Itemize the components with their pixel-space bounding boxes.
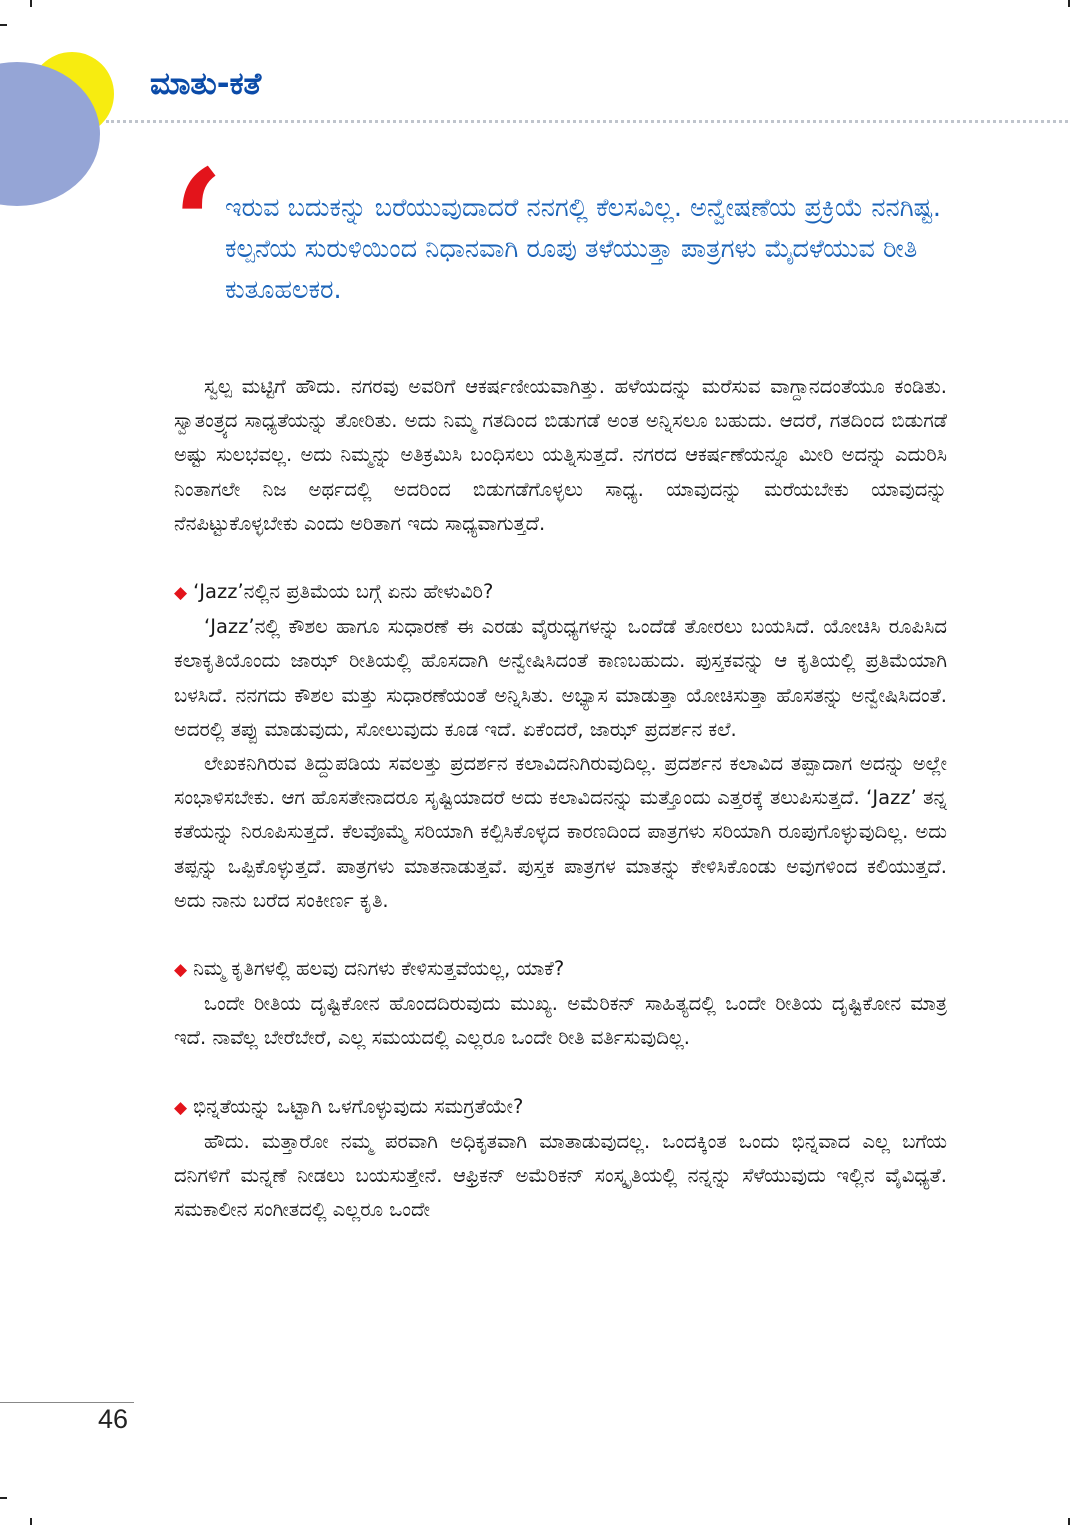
article-body (174, 370, 947, 1227)
page-number: 46 (98, 1404, 129, 1434)
crop-mark-bottom-left (30, 1518, 32, 1525)
crop-mark-top-left (30, 0, 32, 7)
answer-3-paragraph-1: ಹೌದು. ಮತ್ತಾರೋ ನಮ್ಮ ಪರವಾಗಿ ಅಧಿಕೃತವಾಗಿ ಮಾತಾಡುವುದಲ್ಲ. ಒಂದಕ್ಕಿಂತ ಒಂದು ಭಿನ್ನವಾದ ಎಲ್ಲ ಬಗೆಯ ದನಿಗಳಿಗೆ ಮನ್ನಣೆ ನೀಡಲು ಬಯಸುತ್ತೇನೆ. ಆಫ್ರಿಕನ್ ಅಮೆರಿಕನ್ ಸಂಸ್ಕೃತಿಯಲ್ಲಿ ನನ್ನನ್ನು ಸೆಳೆಯುವುದು ಇಲ್ಲಿನ ವೈವಿಧ್ಯತೆ. ಸಮಕಾಲೀನ ಸಂಗೀತದಲ್ಲಿ ಎಲ್ಲರೂ ಒಂದೇ (174, 1129, 947, 1222)
answer-1-paragraph-1: ‘Jazz’ನಲ್ಲಿ ಕೌಶಲ ಹಾಗೂ ಸುಧಾರಣೆ ಈ ಎರಡು ವೈರುಧ್ಯಗಳನ್ನು ಒಂದೆಡೆ ತೋರಲು ಬಯಸಿದೆ. ಯೋಚಿಸಿ ರೂಪಿಸಿದ ಕಲಾಕೃತಿಯೊಂದು ಜಾಝ್ ರೀತಿಯಲ್ಲಿ ಹೊಸದಾಗಿ ಅನ್ವೇಷಿಸಿದಂತೆ ಕಾಣಬಹುದು. ಪುಸ್ತಕವನ್ನು ಆ ಕೃತಿಯಲ್ಲಿ ಪ್ರತಿಮೆಯಾಗಿ ಬಳಸಿದೆ. ನನಗದು ಕೌಶಲ ಮತ್ತು ಸುಧಾರಣೆಯಂತೆ ಅನ್ನಿಸಿತು. ಅಭ್ಯಾಸ ಮಾಡುತ್ತಾ ಯೋಚಿಸುತ್ತಾ ಹೊಸತನ್ನು ಅನ್ವೇಷಿಸಿದಂತೆ. ಅದರಲ್ಲಿ ತಪ್ಪು ಮಾಡುವುದು, ಸೋಲುವುದು ಕೂಡ ಇದೆ. ಏಕೆಂದರೆ, ಜಾಝ್ ಪ್ರದರ್ಶನ ಕಲೆ. (174, 615, 947, 741)
dotted-divider (106, 120, 1068, 123)
diamond-bullet-icon: ◆ (174, 1097, 188, 1118)
section-title: ಮಾತು-ಕತೆ (150, 66, 262, 102)
crop-mark-bottom-right (1068, 1518, 1070, 1525)
pull-quote: ಇರುವ ಬದುಕನ್ನು ಬರೆಯುವುದಾದರೆ ನನಗಲ್ಲಿ ಕೆಲಸವಿಲ್ಲ. ಅನ್ವೇಷಣೆಯ ಪ್ರಕ್ರಿಯೆ ನನಗಿಷ್ಟ. ಕಲ್ಪನೆಯ ಸುರುಳಿಯಿಂದ ನಿಧಾನವಾಗಿ ರೂಪು ತಳೆಯುತ್ತಾ ಪಾತ್ರಗಳು ಮೈದಳೆಯುವ ರೀತಿ ಕುತೂಹಲಕರ. (225, 193, 941, 305)
crop-mark-left-lower (0, 1497, 7, 1499)
crop-mark-left-upper (0, 24, 7, 26)
answer-2-paragraph-1: ಒಂದೇ ರೀತಿಯ ದೃಷ್ಟಿಕೋನ ಹೊಂದದಿರುವುದು ಮುಖ್ಯ. ಅಮೆರಿಕನ್ ಸಾಹಿತ್ಯದಲ್ಲಿ ಒಂದೇ ರೀತಿಯ ದೃಷ್ಟಿಕೋನ ಮಾತ್ರ ಇದೆ. ನಾವೆಲ್ಲ ಬೇರೆಬೇರೆ, ಎಲ್ಲ ಸಮಯದಲ್ಲಿ ಎಲ್ಲರೂ ಒಂದೇ ರೀತಿ ವರ್ತಿಸುವುದಿಲ್ಲ. (174, 992, 947, 1050)
question-text: ಭಿನ್ನತೆಯನ್ನು ಒಟ್ಟಾಗಿ ಒಳಗೊಳ್ಳುವುದು ಸಮಗ್ರತೆಯೇ? (193, 1094, 524, 1118)
question-2 (174, 952, 947, 987)
diamond-bullet-icon: ◆ (174, 583, 188, 604)
quote-mark-icon: ‘ (172, 137, 225, 313)
intro-paragraph: ಸ್ವಲ್ಪ ಮಟ್ಟಿಗೆ ಹೌದು. ನಗರವು ಅವರಿಗೆ ಆಕರ್ಷಣೀಯವಾಗಿತ್ತು. ಹಳೆಯದನ್ನು ಮರೆಸುವ ವಾಗ್ದಾನದಂತೆಯೂ ಕಂಡಿತು. ಸ್ವಾತಂತ್ರ್ಯದ ಸಾಧ್ಯತೆಯನ್ನು ತೋರಿತು. ಅದು ನಿಮ್ಮ ಗತದಿಂದ ಬಿಡುಗಡೆ ಅಂತ ಅನ್ನಿಸಲೂ ಬಹುದು. ಆದರೆ, ಗತದಿಂದ ಬಿಡುಗಡೆ ಅಷ್ಟು ಸುಲಭವಲ್ಲ. ಅದು ನಿಮ್ಮನ್ನು ಅತಿಕ್ರಮಿಸಿ ಬಂಧಿಸಲು ಯತ್ನಿಸುತ್ತದೆ. ನಗರದ ಆಕರ್ಷಣೆಯನ್ನೂ ಮೀರಿ ಅದನ್ನು ಎದುರಿಸಿ ನಿಂತಾಗಲೇ ನಿಜ ಅರ್ಥದಲ್ಲಿ ಅದರಿಂದ ಬಿಡುಗಡೆಗೊಳ್ಳಲು ಸಾಧ್ಯ. ಯಾವುದನ್ನು ಮರೆಯಬೇಕು ಯಾವುದನ್ನು ನೆನಪಿಟ್ಟುಕೊಳ್ಳಬೇಕು ಎಂದು ಅರಿತಾಗ ಇದು ಸಾಧ್ಯವಾಗುತ್ತದೆ. (174, 375, 947, 535)
question-text: ನಿಮ್ಮ ಕೃತಿಗಳಲ್ಲಿ ಹಲವು ದನಿಗಳು ಕೇಳಿಸುತ್ತವೆಯಲ್ಲ, ಯಾಕೆ? (193, 957, 565, 981)
answer-1-paragraph-2: ಲೇಖಕನಿಗಿರುವ ತಿದ್ದುಪಡಿಯ ಸವಲತ್ತು ಪ್ರದರ್ಶನ ಕಲಾವಿದನಿಗಿರುವುದಿಲ್ಲ. ಪ್ರದರ್ಶನ ಕಲಾವಿದ ತಪ್ಪಾದಾಗ ಅದನ್ನು ಅಲ್ಲೇ ಸಂಭಾಳಿಸಬೇಕು. ಆಗ ಹೊಸತೇನಾದರೂ ಸೃಷ್ಟಿಯಾದರೆ ಅದು ಕಲಾವಿದನನ್ನು ಮತ್ತೊಂದು ಎತ್ತರಕ್ಕೆ ತಲುಪಿಸುತ್ತದೆ. ‘Jazz’ ತನ್ನ ಕತೆಯನ್ನು ನಿರೂಪಿಸುತ್ತದೆ. ಕೆಲವೊಮ್ಮೆ ಸರಿಯಾಗಿ ಕಲ್ಪಿಸಿಕೊಳ್ಳದ ಕಾರಣದಿಂದ ಪಾತ್ರಗಳು ಸರಿಯಾಗಿ ರೂಪುಗೊಳ್ಳುವುದಿಲ್ಲ. ಅದು ತಪ್ಪನ್ನು ಒಪ್ಪಿಕೊಳ್ಳುತ್ತದೆ. ಪಾತ್ರಗಳು ಮಾತನಾಡುತ್ತವೆ. ಪುಸ್ತಕ ಪಾತ್ರಗಳ ಮಾತನ್ನು ಕೇಳಿಸಿಕೊಂಡು ಅವುಗಳಿಂದ ಕಲಿಯುತ್ತದೆ. ಅದು ನಾನು ಬರೆದ ಸಂಕೀರ್ಣ ಕೃತಿ. (174, 752, 947, 912)
question-text: ‘Jazz’ನಲ್ಲಿನ ಪ್ರತಿಮೆಯ ಬಗ್ಗೆ ಏನು ಹೇಳುವಿರಿ? (193, 580, 494, 604)
question-1 (174, 575, 947, 610)
diamond-bullet-icon: ◆ (174, 960, 188, 981)
question-3 (174, 1090, 947, 1125)
crop-mark-top-right (1068, 0, 1070, 7)
footer-rule (0, 1402, 134, 1403)
